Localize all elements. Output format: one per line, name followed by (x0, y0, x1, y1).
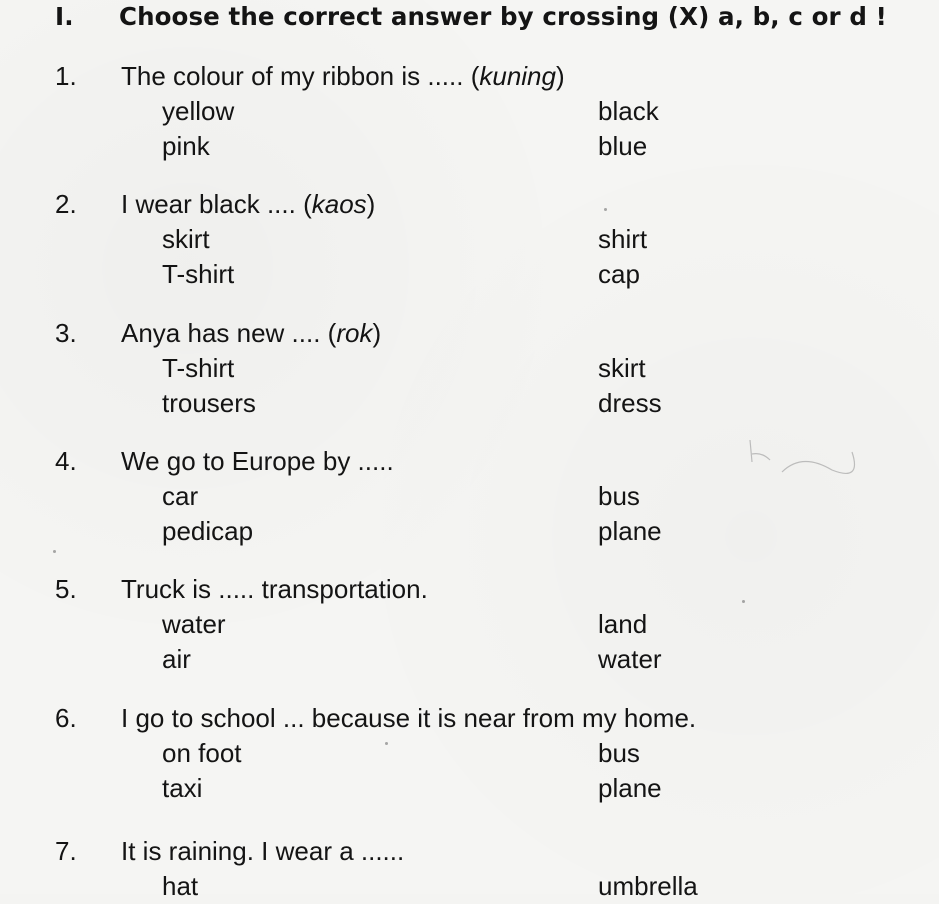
question-number: 4. (55, 446, 77, 476)
option-b[interactable]: bus (598, 481, 640, 511)
question-text (121, 61, 565, 91)
option-d[interactable]: plane (598, 773, 662, 803)
question-number: 7. (55, 836, 77, 866)
option-b[interactable]: black (598, 96, 659, 126)
question-stem: Anya has new .... ( (121, 318, 337, 348)
option-d[interactable]: plane (598, 516, 662, 546)
option-row (55, 94, 915, 129)
question-line (55, 186, 915, 222)
question-stem-end: ) (372, 318, 382, 348)
option-a[interactable]: hat (162, 871, 199, 901)
question-number: 3. (55, 318, 77, 348)
question-hint: kuning (479, 61, 556, 91)
question-number: 5. (55, 574, 77, 604)
question-stem-end: ) (366, 189, 376, 219)
question-text: I go to school ... because it is near from my home. (121, 703, 697, 733)
option-row (55, 514, 915, 549)
option-a[interactable]: T-shirt (162, 353, 235, 383)
option-c[interactable]: pedicap (162, 516, 254, 546)
option-c[interactable]: pink (162, 131, 210, 161)
option-d[interactable]: water (598, 644, 662, 674)
option-row (55, 607, 915, 642)
question-line (55, 571, 915, 607)
scan-speck (385, 742, 388, 745)
option-row (55, 386, 915, 421)
section-instruction: Choose the correct answer by crossing (X) a, b, c or d ! (119, 2, 887, 31)
question-stem-end: ) (555, 61, 565, 91)
question-stem: The colour of my ribbon is ..... ( (121, 61, 480, 91)
option-d[interactable]: blue (598, 131, 648, 161)
question-stem: I wear black .... ( (121, 189, 312, 219)
option-a[interactable]: on foot (162, 738, 242, 768)
option-a[interactable]: skirt (162, 224, 210, 254)
option-b[interactable]: skirt (598, 353, 646, 383)
question-number: 2. (55, 189, 77, 219)
question-1 (55, 58, 915, 164)
option-row (55, 129, 915, 164)
question-6 (55, 700, 915, 806)
option-row (55, 257, 915, 292)
option-a[interactable]: water (162, 609, 226, 639)
option-row (55, 869, 915, 904)
option-row (55, 351, 915, 386)
option-d[interactable]: dress (598, 388, 662, 418)
question-number: 1. (55, 61, 77, 91)
question-hint: rok (336, 318, 373, 348)
question-line (55, 315, 915, 351)
question-line (55, 833, 915, 869)
option-d[interactable]: cap (598, 259, 640, 289)
section-number: I. (55, 2, 74, 31)
question-line (55, 700, 915, 736)
option-row (55, 736, 915, 771)
question-hint: kaos (311, 189, 367, 219)
section-heading (55, 2, 887, 31)
option-c[interactable]: air (162, 644, 191, 674)
scan-speck (604, 208, 607, 211)
option-b[interactable]: land (598, 609, 648, 639)
question-line (55, 58, 915, 94)
question-5 (55, 571, 915, 677)
question-7 (55, 833, 915, 904)
question-3 (55, 315, 915, 421)
option-a[interactable]: yellow (162, 96, 235, 126)
question-text (121, 189, 375, 219)
pencil-scribble-mark (742, 432, 872, 512)
option-c[interactable]: taxi (162, 773, 203, 803)
question-text: We go to Europe by ..... (121, 446, 394, 476)
scan-speck (742, 600, 745, 603)
option-b[interactable]: umbrella (598, 871, 698, 901)
option-a[interactable]: car (162, 481, 199, 511)
option-c[interactable]: T-shirt (162, 259, 235, 289)
question-text (121, 318, 381, 348)
question-2 (55, 186, 915, 292)
question-number: 6. (55, 703, 77, 733)
question-text: Truck is ..... transportation. (121, 574, 428, 604)
option-row (55, 771, 915, 806)
option-row (55, 222, 915, 257)
option-c[interactable]: trousers (162, 388, 256, 418)
option-b[interactable]: bus (598, 738, 640, 768)
option-row (55, 642, 915, 677)
option-b[interactable]: shirt (598, 224, 648, 254)
question-text: It is raining. I wear a ...... (121, 836, 405, 866)
scan-speck (53, 550, 56, 553)
